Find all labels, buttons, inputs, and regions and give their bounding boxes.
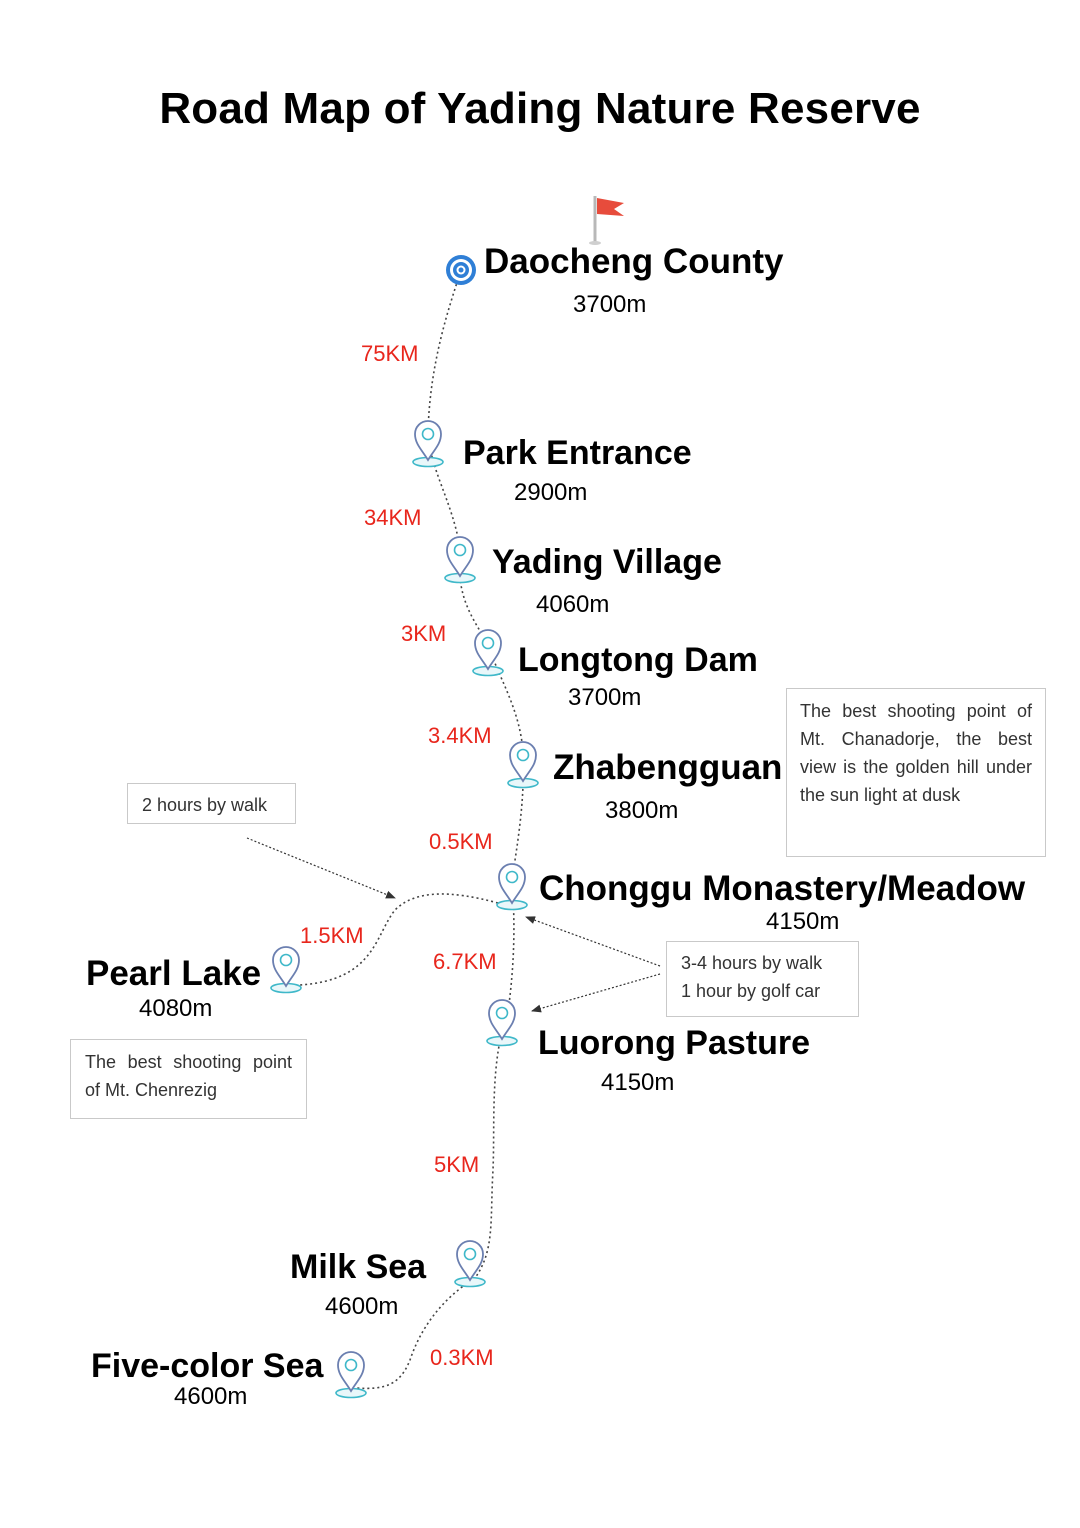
note-walk-golf xyxy=(666,941,859,1017)
distance-0-3km: 0.3KM xyxy=(430,1345,494,1370)
map-pin-icon xyxy=(497,864,527,910)
place-chonggu-monastery: Chonggu Monastery/Meadow xyxy=(539,869,1026,908)
place-park-entrance: Park Entrance xyxy=(463,434,692,472)
distance-3km: 3KM xyxy=(401,621,447,646)
distance-5km: 5KM xyxy=(434,1152,480,1177)
map-pin-icon xyxy=(455,1241,485,1287)
place-longtong-dam: Longtong Dam xyxy=(518,641,758,679)
map-title: Road Map of Yading Nature Reserve xyxy=(159,84,921,133)
place-milk-sea: Milk Sea xyxy=(290,1248,427,1286)
note-chenrezig xyxy=(70,1039,307,1119)
distance-6-7km: 6.7KM xyxy=(433,949,497,974)
altitude-luorong-pasture: 4150m xyxy=(601,1069,675,1096)
place-pearl-lake: Pearl Lake xyxy=(86,954,262,993)
note-walk-2h xyxy=(127,783,296,824)
flag-icon xyxy=(589,196,624,245)
note-golf-car-text: 1 hour by golf car xyxy=(681,981,821,1001)
arrow-walk-luorong xyxy=(532,974,660,1011)
distance-3-4km: 3.4KM xyxy=(428,723,492,748)
note-chanadorje-text: The best shooting point of Mt. Chanadorje, the best view is the golden hill under the sun light at dusk xyxy=(800,701,1032,805)
note-chenrezig-text: The best shooting point of Mt. Chenrezig xyxy=(85,1052,292,1100)
distance-34km: 34KM xyxy=(364,505,422,530)
altitude-milk-sea: 4600m xyxy=(325,1293,399,1320)
altitude-longtong-dam: 3700m xyxy=(568,684,642,711)
distance-0-5km: 0.5KM xyxy=(429,829,493,854)
map-pin-icon xyxy=(336,1352,366,1398)
note-chanadorje xyxy=(786,688,1046,857)
altitude-daocheng-county: 3700m xyxy=(573,291,647,318)
map-pin-icon xyxy=(473,630,503,676)
target-icon xyxy=(446,255,476,285)
map-pin-icon xyxy=(271,947,301,993)
distance-75km: 75KM xyxy=(361,341,419,366)
note-walk-3-4h-text: 3-4 hours by walk xyxy=(681,953,823,973)
place-yading-village: Yading Village xyxy=(492,543,722,581)
distance-1-5km: 1.5KM xyxy=(300,923,364,948)
altitude-zhabengguan: 3800m xyxy=(605,797,679,824)
map-pin-icon xyxy=(508,742,538,788)
place-daocheng-county: Daocheng County xyxy=(484,242,784,281)
altitude-yading-village: 4060m xyxy=(536,591,610,618)
place-zhabengguan: Zhabengguan xyxy=(553,748,783,787)
altitude-five-color-sea: 4600m xyxy=(174,1383,248,1410)
map-pin-icon xyxy=(413,421,443,467)
map-pin-icon xyxy=(445,537,475,583)
place-luorong-pasture: Luorong Pasture xyxy=(538,1024,811,1062)
arrow-walk-chonggu xyxy=(526,917,660,966)
altitude-chonggu-monastery: 4150m xyxy=(766,908,840,935)
altitude-park-entrance: 2900m xyxy=(514,479,588,506)
arrow-walk-2h xyxy=(247,838,395,898)
place-five-color-sea: Five-color Sea xyxy=(91,1347,324,1385)
map-pin-icon xyxy=(487,1000,517,1046)
altitude-pearl-lake: 4080m xyxy=(139,995,213,1022)
note-walk-2h-text: 2 hours by walk xyxy=(142,795,268,815)
